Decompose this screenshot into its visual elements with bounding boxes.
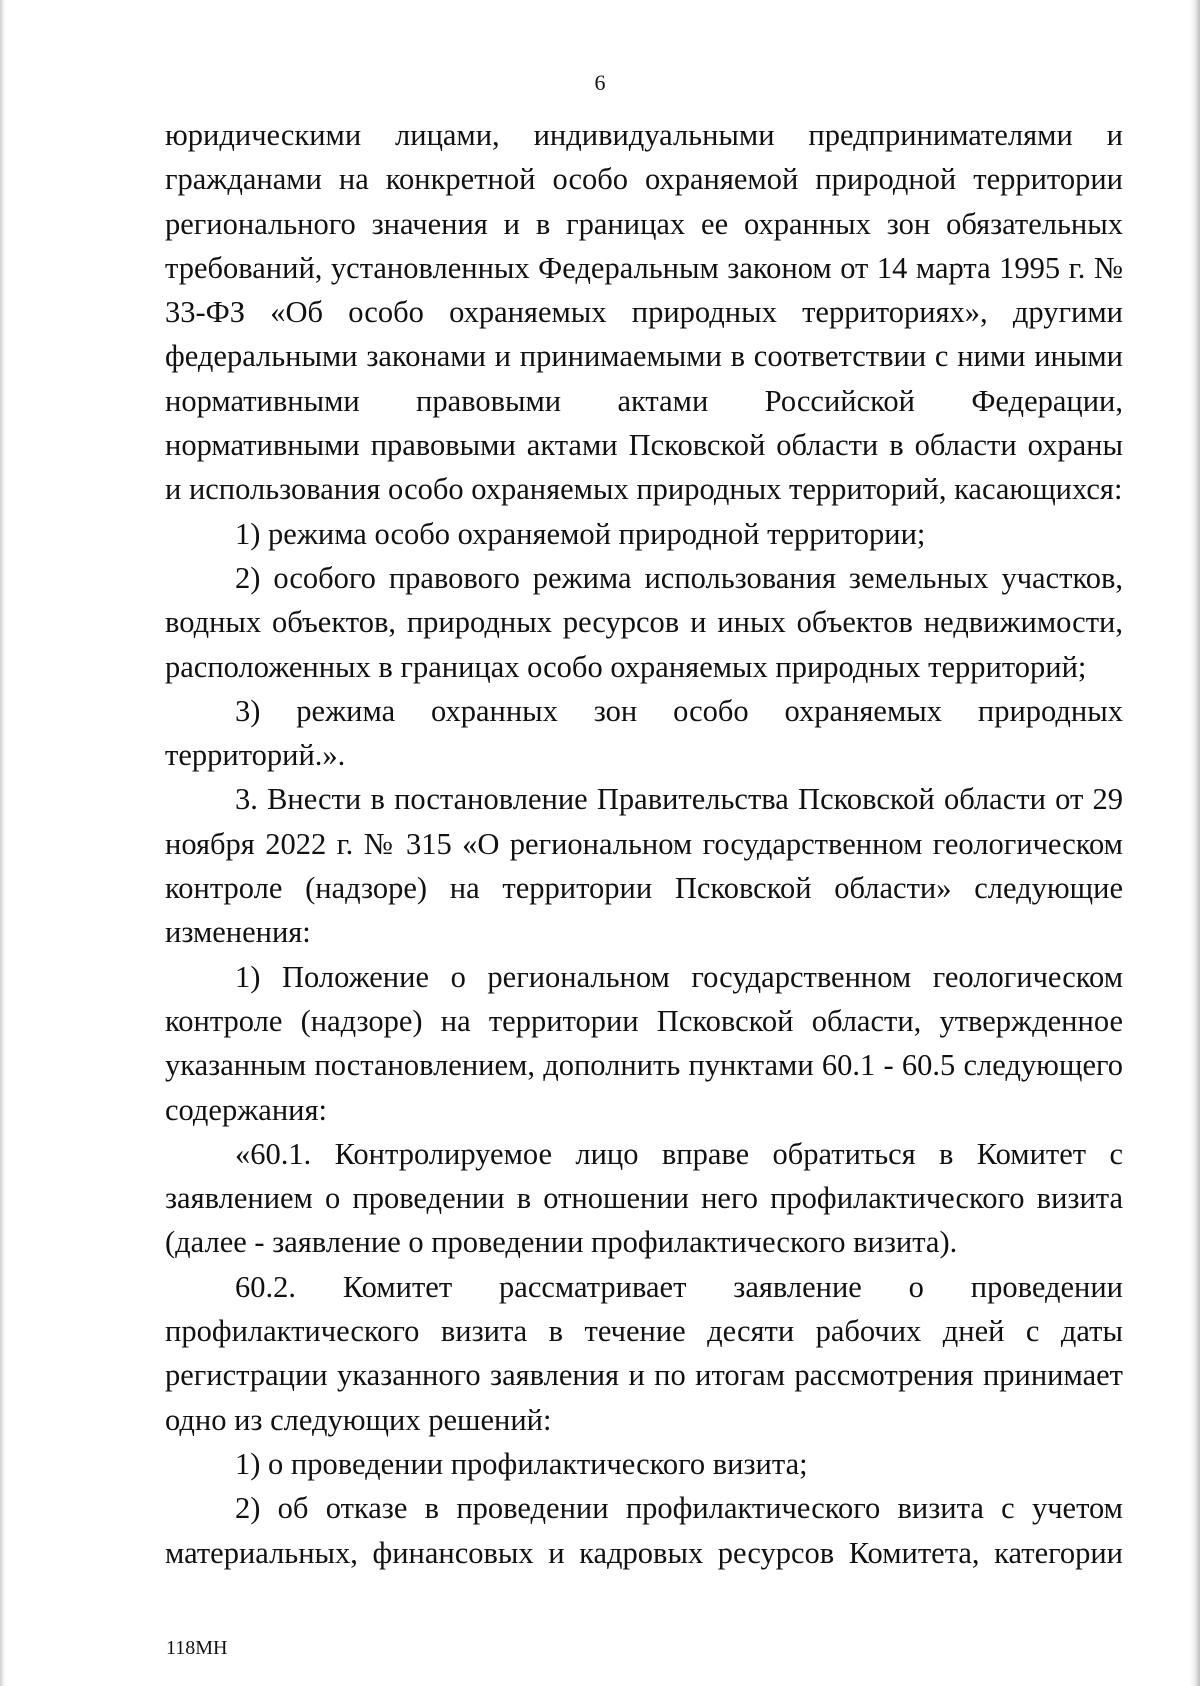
list-item-regime: 1) режима особо охраняемой природной территории;: [235, 516, 926, 551]
scan-edge-left: [0, 0, 6, 1686]
list-item-decision-refuse: 2) об отказе в проведении профилактического визита с учетом материальных, финансовых и кадровых ресурсов Комитета, категории: [165, 1491, 1123, 1570]
paragraph-amendment-3: 3. Внести в постановление Правительства Псковской области от 29 ноября 2022 г. № 315 «О региональном государственном геологическом контроле (надзоре) на территории Псковской области» следующие изменения:: [165, 782, 1123, 950]
paragraph-60-1: «60.1. Контролируемое лицо вправе обратиться в Комитет с заявлением о проведении в отношении него профилактического визита (далее - заявление о проведении профилактического визита).: [165, 1136, 1123, 1260]
paragraph-60-2: 60.2. Комитет рассматривает заявление о проведении профилактического визита в течение десяти рабочих дней с даты регистрации указанного заявления и по итогам рассмотрения принимает одно из следующих решений:: [165, 1269, 1123, 1437]
list-item-decision-conduct: 1) о проведении профилактического визита;: [235, 1446, 808, 1481]
document-body: [165, 113, 1123, 1575]
list-item-protection-zones: 3) режима охранных зон особо охраняемых природных территорий.».: [165, 693, 1123, 773]
paragraph-continuation: юридическими лицами, индивидуальными предпринимателями и гражданами на конкретной особо охраняемой природной территории регионального значения и в границах ее охранных зон обязательных требований, установленных Федеральным законом от 14 марта 1995 г. № 33-ФЗ «Об особо охраняемых природных территориях», другими федеральными законами и принимаемыми в соответствии с ними иными нормативными правовыми актами Российской Федерации, нормативными правовыми актами Псковской области в области охраны и использования особо охраняемых природных территорий, касающихся:: [165, 118, 1123, 507]
page-number: 6: [594, 70, 606, 95]
list-item-legal-regime: 2) особого правового режима использования земельных участков, водных объектов, природных ресурсов и иных объектов недвижимости, расположенных в границах особо охраняемых природных территорий;: [165, 560, 1123, 684]
list-item-regulation-amendment: 1) Положение о региональном государственном геологическом контроле (надзоре) на территории Псковской области, утвержденное указанным постановлением, дополнить пунктами 60.1 - 60.5 следующего содержания:: [165, 959, 1123, 1127]
document-footer-code: 118МН: [166, 1637, 228, 1659]
scan-edge-right: [1190, 0, 1200, 1686]
